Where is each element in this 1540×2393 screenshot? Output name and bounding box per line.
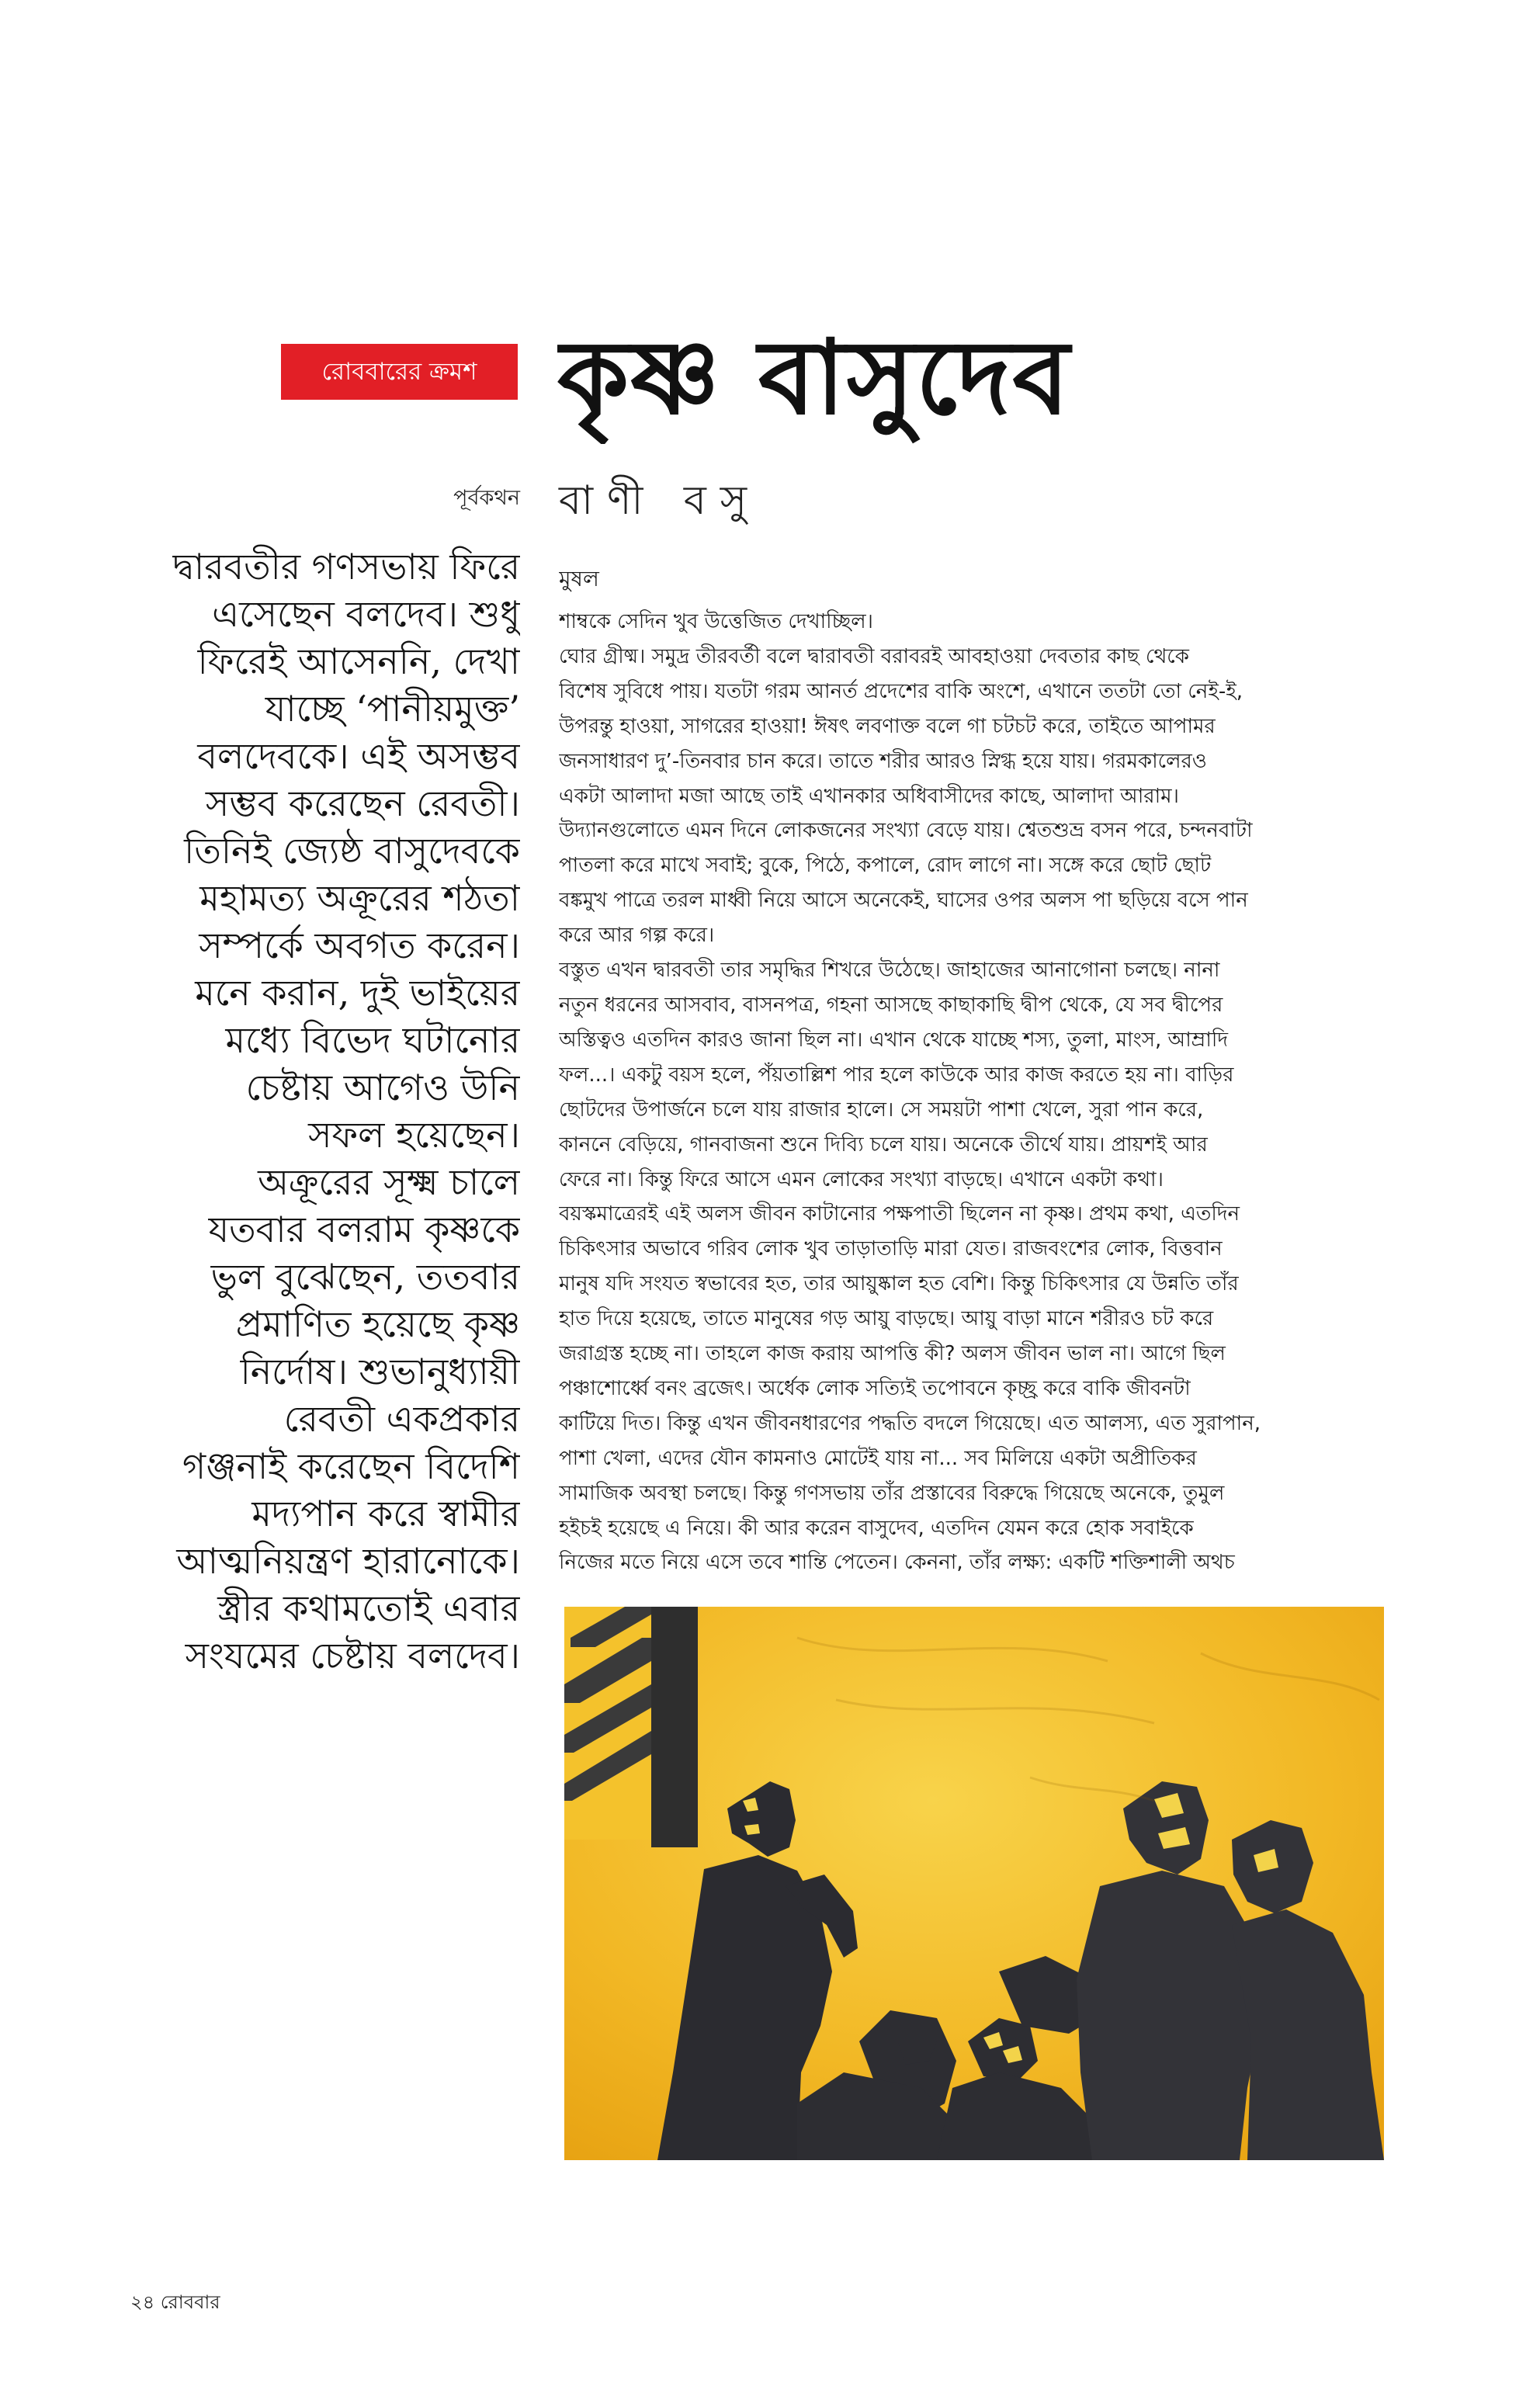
body-line: নিজের মতে নিয়ে এসে তবে শান্তি পেতেন। কেননা, তাঁর লক্ষ্য: একটি শক্তিশালী অথচ: [559, 1551, 1235, 1575]
summary-line: মদ্যপান করে স্বামীর: [251, 1493, 520, 1535]
series-kicker-badge: রোববারের ক্রমশ: [281, 344, 518, 400]
summary-line: গঞ্জনাই করেছেন বিদেশি: [182, 1445, 520, 1487]
summary-line: মধ্যে বিভেদ ঘটানোর: [225, 1019, 520, 1061]
body-line: শাম্বকে সেদিন খুব উত্তেজিত দেখাচ্ছিল।: [559, 610, 873, 633]
body-line: একটা আলাদা মজা আছে তাই এখানকার অধিবাসীদের কাছে, আলাদা আরাম।: [559, 784, 1179, 808]
body-line: চিকিৎসার অভাবে গরিব লোক খুব তাড়াতাড়ি মারা যেত। রাজবংশের লোক, বিত্তবান: [559, 1237, 1223, 1261]
summary-line: চেষ্টায় আগেও উনি: [245, 1066, 520, 1108]
body-line: ফেরে না। কিন্তু ফিরে আসে এমন লোকের সংখ্যা বাড়ছে। এখানে একটা কথা।: [559, 1167, 1164, 1191]
body-line: পাশা খেলা, এদের যৌন কামনাও মোটেই যায় না... সব মিলিয়ে একটা অপ্রীতিকর: [559, 1446, 1197, 1470]
summary-line: দ্বারবতীর গণসভায় ফিরে: [172, 546, 520, 588]
summary-line: ভুল বুঝেছেন, ততবার: [210, 1256, 520, 1298]
summary-line: ফিরেই আসেননি, দেখা: [197, 640, 520, 682]
body-line: পঞ্চাশোর্ধ্বে বনং ব্রজেৎ। অর্ধেক লোক সত্যিই তপোবনে কৃচ্ছ্র করে বাকি জীবনটা: [559, 1376, 1191, 1400]
body-line: ফল...। একটু বয়স হলে, পঁয়তাল্লিশ পার হলে কাউকে আর কাজ করতে হয় না। বাড়ির: [559, 1063, 1234, 1087]
body-line: ছোটদের উপার্জনে চলে যায় রাজার হালে। সে সময়টা পাশা খেলে, সুরা পান করে,: [559, 1098, 1204, 1122]
summary-line: যতবার বলরাম কৃষ্ণকে: [208, 1209, 520, 1250]
summary-line: তিনিই জ্যেষ্ঠ বাসুদেবকে: [184, 830, 520, 872]
summary-line: সংযমের চেষ্টায় বলদেব।: [185, 1635, 520, 1677]
body-line: বস্তুত এখন দ্বারবতী তার সমৃদ্ধির শিখরে উঠেছে। জাহাজের আনাগোনা চলছে। নানা: [559, 959, 1220, 983]
summary-line: অক্রূরের সূক্ষ্ম চালে: [258, 1161, 520, 1203]
summary-line: এসেছেন বলদেব। শুধু: [212, 593, 520, 635]
prelude-label: পূর্বকথন: [453, 486, 520, 510]
summary-line: মহামত্য অক্রূরের শঠতা: [199, 877, 520, 919]
body-line: উপরন্তু হাওয়া, সাগরের হাওয়া! ঈষৎ লবণাক্ত বলে গা চটচট করে, তাইতে আপামর: [559, 714, 1216, 738]
body-line: বিশেষ সুবিধে পায়। যতটা গরম আনর্ত প্রদেশের বাকি অংশে, এখানে ততটা তো নেই-ই,: [559, 679, 1243, 703]
body-line: করে আর গল্প করে।: [559, 924, 715, 948]
page-folio: ২৪ রোববার: [130, 2291, 220, 2313]
body-line: সামাজিক অবস্থা চলছে। কিন্তু গণসভায় তাঁর প্রস্তাবের বিরুদ্ধে গিয়েছে অনেকে, তুমুল: [559, 1481, 1225, 1505]
summary-line: নির্দোষ। শুভানুধ্যায়ী: [240, 1351, 520, 1392]
summary-line: সফল হয়েছেন।: [308, 1114, 520, 1156]
page-title: কৃষ্ণ বাসুদেব: [557, 317, 1071, 438]
body-line: ঘোর গ্রীষ্ম। সমুদ্র তীরবর্তী বলে দ্বারাবতী বরাবরই আবহাওয়া দেবতার কাছ থেকে: [559, 644, 1189, 668]
summary-line: আত্মনিয়ন্ত্রণ হারানোকে।: [176, 1540, 520, 1582]
prelude-summary: [116, 543, 520, 1680]
body-line: পাতলা করে মাখে সবাই; বুকে, পিঠে, কপালে, রোদ লাগে না। সঙ্গে করে ছোট ছোট: [559, 854, 1212, 878]
body-line: জরাগ্রস্ত হচ্ছে না। তাহলে কাজ করায় আপত্তি কী? অলস জীবন ভাল না। আগে ছিল: [559, 1342, 1226, 1366]
body-line: কাননে বেড়িয়ে, গানবাজনা শুনে দিব্যি চলে যায়। অনেকে তীর্থে যায়। প্রায়শই আর: [559, 1132, 1208, 1157]
summary-line: প্রমাণিত হয়েছে কৃষ্ণ: [235, 1303, 520, 1345]
summary-line: সম্পর্কে অবগত করেন।: [199, 924, 520, 966]
body-line: অস্তিত্বও এতদিন কারও জানা ছিল না। এখান থেকে যাচ্ছে শস্য, তুলা, মাংস, আম্রাদি: [559, 1028, 1228, 1052]
story-illustration: [564, 1607, 1384, 2160]
body-line: কাটিয়ে দিত। কিন্তু এখন জীবনধারণের পদ্ধতি বদলে গিয়েছে। এত আলস্য, এত সুরাপান,: [559, 1411, 1261, 1435]
body-line: বয়স্কমাত্রেরই এই অলস জীবন কাটানোর পক্ষপাতী ছিলেন না কৃষ্ণ। প্রথম কথা, এতদিন: [559, 1202, 1240, 1226]
section-heading: মুষল: [559, 566, 599, 591]
summary-line: মনে করান, দুই ভাইয়ের: [195, 972, 520, 1014]
striped-pillar-shape: [564, 1607, 698, 1847]
summary-line: স্ত্রীর কথামতোই এবার: [217, 1587, 520, 1629]
summary-line: যাচ্ছে ‘পানীয়মুক্ত’: [265, 688, 520, 730]
summary-line: রেবতী একপ্রকার: [283, 1398, 520, 1440]
summary-line: বলদেবকে। এই অসম্ভব: [197, 735, 520, 777]
body-line: বঙ্কমুখ পাত্রে তরল মাধ্বী নিয়ে আসে অনেকেই, ঘাসের ওপর অলস পা ছড়িয়ে বসে পান: [559, 889, 1248, 913]
illustration-art: [564, 1607, 1384, 2160]
body-line: হইচই হয়েছে এ নিয়ে। কী আর করেন বাসুদেব, এতদিন যেমন করে হোক সবাইকে: [559, 1516, 1194, 1540]
body-line: হাত দিয়ে হয়েছে, তাতে মানুষের গড় আয়ু বাড়ছে। আয়ু বাড়া মানে শরীরও চট করে: [559, 1307, 1214, 1331]
summary-line: সম্ভব করেছেন রেবতী।: [205, 782, 520, 824]
body-line: উদ্যানগুলোতে এমন দিনে লোকজনের সংখ্যা বেড়ে যায়। শ্বেতশুভ্র বসন পরে, চন্দনবাটা: [559, 819, 1253, 843]
article-body: [559, 553, 1428, 1580]
body-line: জনসাধারণ দু’-তিনবার চান করে। তাতে শরীর আরও স্নিগ্ধ হয়ে যায়। গরমকালেরও: [559, 749, 1207, 773]
body-line: মানুষ যদি সংযত স্বভাবের হত, তার আয়ুষ্কাল হত বেশি। কিন্তু চিকিৎসার যে উন্নতি তাঁর: [559, 1272, 1239, 1296]
body-line: নতুন ধরনের আসবাব, বাসনপত্র, গহনা আসছে কাছাকাছি দ্বীপ থেকে, যে সব দ্বীপের: [559, 993, 1223, 1017]
author-name: বাণী বসু: [559, 477, 761, 524]
